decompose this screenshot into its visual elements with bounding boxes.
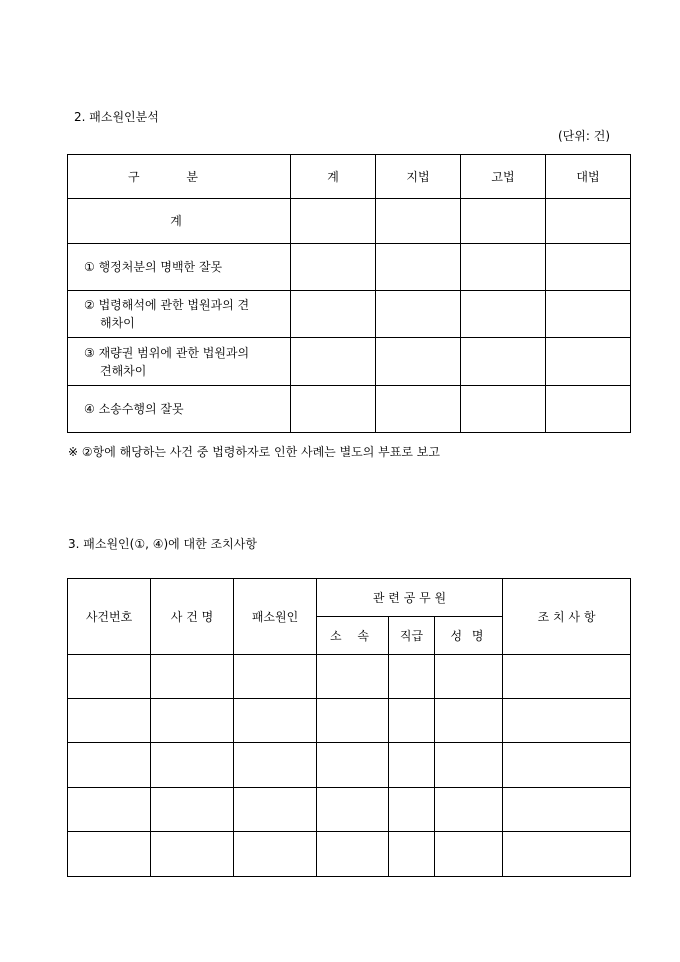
header-supreme-court: 대법 (546, 155, 631, 199)
table-row (68, 291, 631, 338)
table-cell (151, 655, 234, 699)
header-case-name: 사 건 명 (151, 579, 234, 655)
header-category (68, 155, 291, 199)
table-row (68, 655, 631, 699)
row-label-1 (68, 244, 291, 291)
table-cell (151, 743, 234, 788)
section3-title: 3. 패소원인(①, ④)에 대한 조치사항 (68, 537, 257, 551)
table-cell (503, 743, 631, 788)
table-cell (234, 743, 317, 788)
row-label-2-line2: 해차이 (100, 316, 135, 330)
table-header-row (68, 155, 631, 199)
header-high-court: 고법 (461, 155, 546, 199)
header-total: 계 (291, 155, 376, 199)
table-cell (376, 338, 461, 386)
table-row (68, 338, 631, 386)
table-cell (234, 832, 317, 877)
table-cell (291, 386, 376, 433)
table-row (68, 832, 631, 877)
table-row (68, 788, 631, 832)
table-cell (376, 386, 461, 433)
header-rank: 직급 (389, 617, 435, 655)
table-header-row (68, 579, 631, 617)
row-label-2 (68, 291, 291, 338)
table-cell (317, 832, 389, 877)
table-cell (546, 291, 631, 338)
header-related-officials: 관 련 공 무 원 (317, 579, 503, 617)
table-cell (461, 386, 546, 433)
table-cell (461, 338, 546, 386)
table-cell (291, 244, 376, 291)
table-cell (376, 199, 461, 244)
table-row (68, 743, 631, 788)
table-cell (435, 655, 503, 699)
table-cell (234, 655, 317, 699)
table-cell (291, 291, 376, 338)
row-label-2-line1: ② 법령해석에 관한 법원과의 견 (84, 298, 250, 312)
table-cell (389, 743, 435, 788)
table-cell (546, 386, 631, 433)
table-cell (234, 699, 317, 743)
table-cell (546, 199, 631, 244)
row-label-3 (68, 338, 291, 386)
table-cell (68, 788, 151, 832)
table-cell (317, 743, 389, 788)
header-district-court: 지법 (376, 155, 461, 199)
table-cell (151, 832, 234, 877)
table-cell (68, 655, 151, 699)
header-measures: 조 치 사 항 (503, 579, 631, 655)
table-cell (503, 655, 631, 699)
table-row (68, 244, 631, 291)
row-label-3-line2: 견해차이 (100, 363, 147, 378)
row-label-4-text: ④ 소송수행의 잘못 (84, 402, 184, 416)
header-category-a: 구 (128, 169, 140, 184)
table-cell (435, 699, 503, 743)
table-cell (503, 832, 631, 877)
table-cell (317, 699, 389, 743)
header-case-no: 사건번호 (68, 579, 151, 655)
row-label-3-line1: ③ 재량권 범위에 관한 법원과의 (84, 345, 250, 360)
table-row (68, 199, 631, 244)
table-cell (68, 699, 151, 743)
table-cell (503, 788, 631, 832)
table-cell (546, 338, 631, 386)
table-row (68, 386, 631, 433)
table-cell (389, 655, 435, 699)
table-cell (317, 655, 389, 699)
header-name: 성 명 (435, 617, 503, 655)
table-cell (435, 743, 503, 788)
table-cell (151, 699, 234, 743)
header-affiliation: 소 속 (317, 617, 389, 655)
table-cell (461, 244, 546, 291)
table-cell (68, 743, 151, 788)
unit-label: (단위: 건) (558, 129, 610, 143)
loss-cause-table (67, 154, 631, 433)
table-cell (435, 832, 503, 877)
corrective-measures-table (67, 578, 631, 877)
table-cell (461, 291, 546, 338)
table-cell (389, 832, 435, 877)
table-cell (317, 788, 389, 832)
table-cell (461, 199, 546, 244)
header-category-b: 분 (186, 169, 198, 184)
table-cell (503, 699, 631, 743)
table-cell (389, 699, 435, 743)
table-row (68, 699, 631, 743)
table-cell (546, 244, 631, 291)
table-cell (291, 199, 376, 244)
section2-title: 2. 패소원인분석 (74, 110, 159, 124)
row-label-1-text: ① 행정처분의 명백한 잘못 (84, 260, 223, 274)
table-cell (291, 338, 376, 386)
header-cause: 패소원인 (234, 579, 317, 655)
table-cell (151, 788, 234, 832)
row-label-4 (68, 386, 291, 433)
table-cell (389, 788, 435, 832)
table-cell (435, 788, 503, 832)
table-cell (376, 244, 461, 291)
footnote: ※ ②항에 해당하는 사건 중 법령하자로 인한 사례는 별도의 부표로 보고 (68, 445, 440, 459)
table-cell (234, 788, 317, 832)
table-cell (68, 832, 151, 877)
row-label-total: 계 (68, 199, 291, 244)
table-cell (376, 291, 461, 338)
